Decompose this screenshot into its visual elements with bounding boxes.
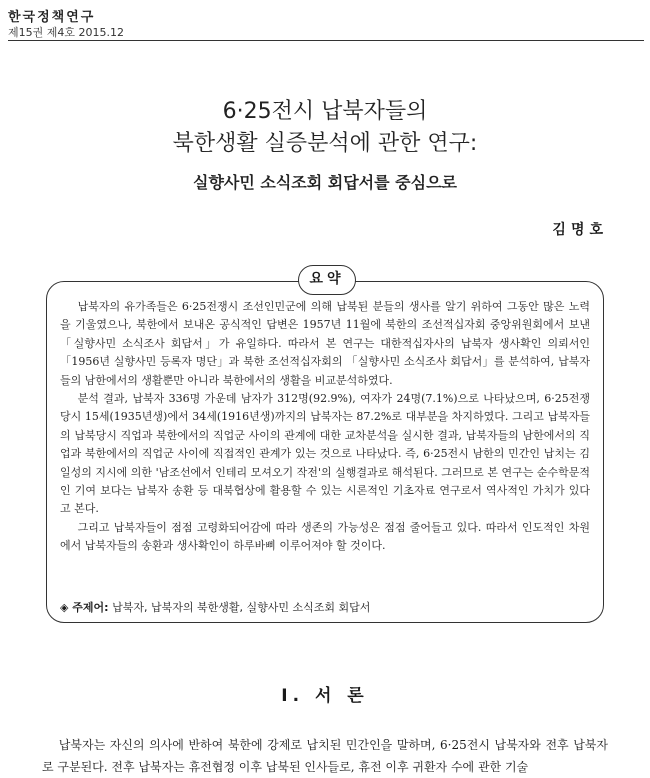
- paper-subtitle: 실향사민 소식조회 회답서를 중심으로: [192, 173, 457, 192]
- author-name: 김명호: [552, 222, 608, 238]
- abstract-body: [60, 298, 590, 556]
- abstract-paragraph-2: 분석 결과, 납북자 336명 가운데 남자가 312명(92.9%), 여자가 24명(7.1%)으로 나타났으며, 6·25전쟁 당시 15세(1935년생)에서 34세(1916년생)까지의 납북자는 87.2%로 대부분을 차지하였다. 그리고 납북자들의 납북당시 직업과 북한에서의 직업군 사이의 관계에 대한 교차분석을 실시한 결과, 납북자들의 남한에서의 직업과 북한에서의 직업군 사이에 직접적인 관계가 있는 것으로 나타났다. 즉, 6·25전시 남한의 민간인 납치는 김일성의 지시에 의한 '남조선에서 인테리 모셔오기 작전'의 실행결과로 해석된다. 그러므로 본 연구는 순수학문적인 기여 보다는 납북자 송환 등 대북협상에 활용할 수 있는 시론적인 기초자료 연구로서 역사적인 가치가 있다고 본다.: [60, 392, 590, 516]
- keywords-list: 납북자, 납북자의 북한생활, 실향사민 소식조회 회답서: [112, 601, 371, 614]
- journal-name: 한국정책연구: [8, 10, 96, 25]
- keywords: [60, 599, 370, 615]
- abstract-label: 요약: [298, 265, 356, 295]
- paper-title: [0, 96, 650, 160]
- section-body: 납북자는 자신의 의사에 반하여 북한에 강제로 납치된 민간인을 말하며, 6·25전시 납북자와 전후 납북자로 구분된다. 전후 납북자는 휴전협정 이후 납북된 인사들로, 휴전 이후 귀환자 수에 관한 기술: [42, 738, 608, 774]
- section-heading: I. 서 론: [281, 686, 369, 706]
- abstract-paragraph-3: 그리고 납북자들이 점점 고령화되어감에 따라 생존의 가능성은 점점 줄어들고 있다. 따라서 인도적인 차원에서 납북자들의 송환과 생사확인이 하루바삐 이루어져야 할 것이다.: [60, 520, 590, 553]
- keywords-label: ◈ 주제어:: [60, 601, 109, 614]
- header-divider: [8, 40, 644, 41]
- issue-info: 제15권 제4호 2015.12: [8, 26, 124, 39]
- title-line-1: 6·25전시 납북자들의: [222, 99, 428, 124]
- title-line-2: 북한생활 실증분석에 관한 연구:: [172, 131, 478, 156]
- abstract-paragraph-1: 납북자의 유가족들은 6·25전쟁시 조선인민군에 의해 납북된 분들의 생사를 알기 위하여 그동안 많은 노력을 기울였으나, 북한에서 보내온 공식적인 답변은 1957년 11월에 북한의 조선적십자회 중앙위원회에서 보낸 「실향사민 소식조사 회답서」가 유일하다. 따라서 본 연구는 대한적십자사의 납북자 생사확인 의뢰서인 「1956년 실향사민 등록자 명단」과 북한 조선적십자회의 「실향사민 소식조사 회답서」를 분석하여, 납북자들의 남한에서의 생활뿐만 아니라 북한에서의 생활을 비교분석하였다.: [60, 300, 590, 387]
